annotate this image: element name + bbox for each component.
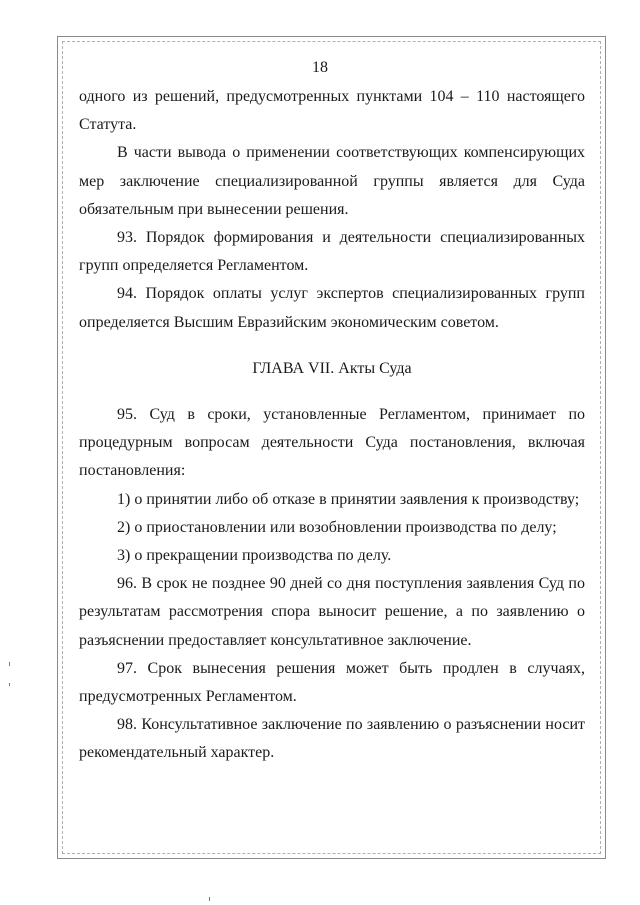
list-item-3: 3) о прекращении производства по делу.: [117, 547, 392, 565]
chapter-heading: ГЛАВА VII. Акты Суда: [252, 359, 412, 377]
document-body: [79, 83, 585, 768]
scan-artifact: [9, 662, 10, 666]
scan-artifact: [209, 897, 210, 901]
paragraph-96: 96. В срок не позднее 90 дней со дня поступления заявления Суд по результатам рассмотрения спора выносит решение, а по заявлению о разъяснении предоставляет консультативное заключение.: [79, 575, 585, 649]
scan-artifact: [9, 683, 10, 686]
list-item-2: 2) о приостановлении или возобновлении производства по делу;: [117, 518, 557, 536]
page-number: 18: [312, 59, 328, 76]
paragraph-95: 95. Суд в сроки, установленные Регламентом, принимает по процедурным вопросам деятельности Суда постановления, включая постановления:: [79, 406, 585, 480]
paragraph-compensating-measures: В части вывода о применении соответствующих компенсирующих мер заключение специализированной группы является для Суда обязательным при вынесении решения.: [79, 144, 585, 218]
list-item-1: 1) о принятии либо об отказе в принятии заявления к производству;: [117, 490, 580, 508]
paragraph-continuation: одного из решений, предусмотренных пунктами 104 – 110 настоящего Статута.: [79, 88, 585, 134]
paragraph-94: 94. Порядок оплаты услуг экспертов специализированных групп определяется Высшим Евразийским экономическим советом.: [79, 285, 585, 331]
paragraph-93: 93. Порядок формирования и деятельности специализированных групп определяется Регламентом.: [79, 229, 585, 275]
paragraph-98: 98. Консультативное заключение по заявлению о разъяснении носит рекомендательный характер.: [79, 716, 585, 762]
paragraph-97: 97. Срок вынесения решения может быть продлен в случаях, предусмотренных Регламентом.: [79, 659, 585, 706]
